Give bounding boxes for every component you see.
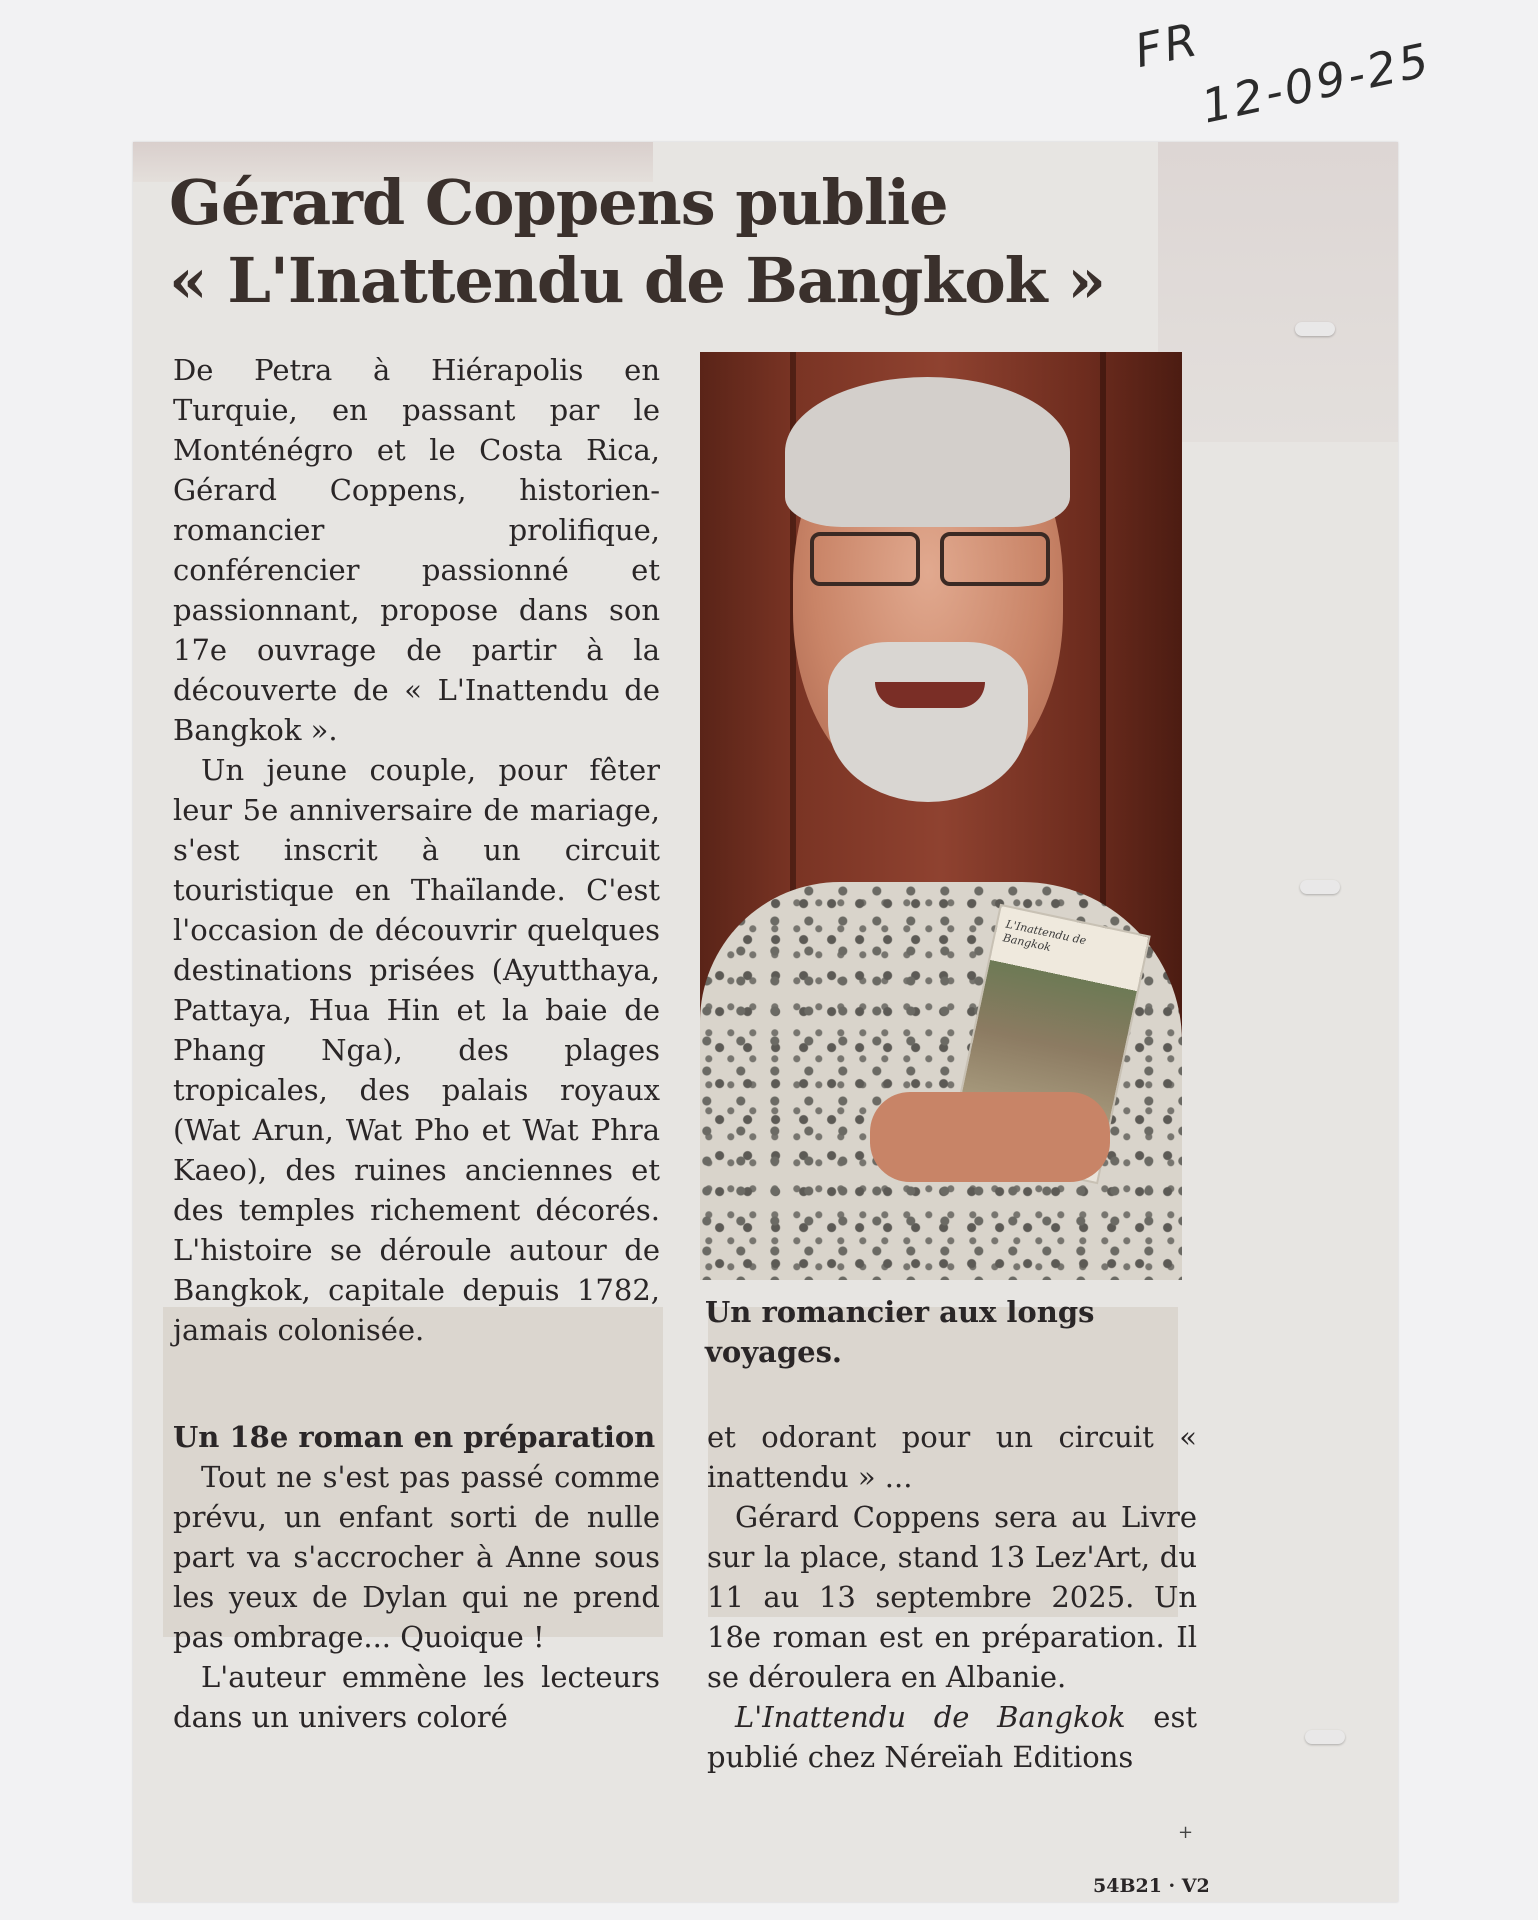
page-code: 54B21 · V2 [1093, 1875, 1210, 1897]
paragraph-publisher [707, 1697, 1197, 1777]
book-title-italic: L'Inattendu de Bangkok [735, 1700, 1126, 1734]
handwritten-annotation [1130, 11, 1436, 134]
author-photo [700, 352, 1182, 1280]
column-right-bottom [707, 1417, 1197, 1777]
subheading: Un 18e roman en préparation [173, 1420, 656, 1454]
article-headline [169, 164, 1219, 320]
punch-hole [1295, 322, 1335, 336]
glasses-lens-left [810, 532, 920, 586]
handwritten-initials: FR [1130, 11, 1205, 79]
newspaper-clipping [133, 142, 1398, 1902]
column-left-bottom [173, 1417, 660, 1737]
photo-caption: Un romancier aux longs voyages. [705, 1295, 1095, 1369]
paragraph-event: Gérard Coppens sera au Livre sur la place, stand 13 Lez'Art, du 11 au 13 septembre 2025. Un 18e roman est en préparation. Il se déroulera en Albanie. [707, 1500, 1197, 1694]
paragraph-universe-continued: et odorant pour un circuit « inattendu » ... [707, 1420, 1197, 1494]
book-cover-title: L'Inattendu de Bangkok [1001, 917, 1088, 955]
column-left-top [173, 350, 660, 1350]
publisher-text: est publié chez Néreïah Editions [707, 1700, 1197, 1774]
registration-mark: + [1178, 1822, 1194, 1843]
author-hands [870, 1092, 1110, 1182]
author-smile [875, 682, 985, 708]
paragraph-plot: Un jeune couple, pour fêter leur 5e anniversaire de mariage, s'est inscrit à un circuit touristique en Thaïlande. C'est l'occasion de découvrir quelques destinations prisées (Ayutthaya, Pattaya, Hua Hin et la baie de Phang Nga), des plages tropicales, des palais royaux (Wat Arun, Wat Pho et Wat Phra Kaeo), des ruines anciennes et des temples richement décorés. L'histoire se déroule autour de Bangkok, capitale depuis 1782, jamais colonisée. [173, 753, 660, 1347]
paragraph-universe: L'auteur emmène les lecteurs dans un univers coloré [173, 1660, 660, 1734]
glasses-lens-right [940, 532, 1050, 586]
headline-line-1: Gérard Coppens publie [169, 166, 948, 239]
paragraph-twist: Tout ne s'est pas passé comme prévu, un enfant sorti de nulle part va s'accrocher à Anne sous les yeux de Dylan qui ne prend pas ombrage... Quoique ! [173, 1460, 660, 1654]
punch-hole [1305, 1730, 1345, 1744]
author-beard [828, 642, 1028, 802]
headline-line-2: « L'Inattendu de Bangkok » [169, 244, 1105, 317]
author-hair [785, 377, 1070, 527]
paragraph-intro: De Petra à Hiérapolis en Turquie, en passant par le Monténégro et le Costa Rica, Gérard Coppens, historien-romancier prolifique, conférencier passionné et passionnant, propose dans son 17e ouvrage de partir à la découverte de « L'Inattendu de Bangkok ». [173, 353, 660, 747]
punch-hole [1300, 880, 1340, 894]
glasses [810, 532, 1050, 582]
handwritten-date: 12-09-25 [1196, 32, 1436, 134]
